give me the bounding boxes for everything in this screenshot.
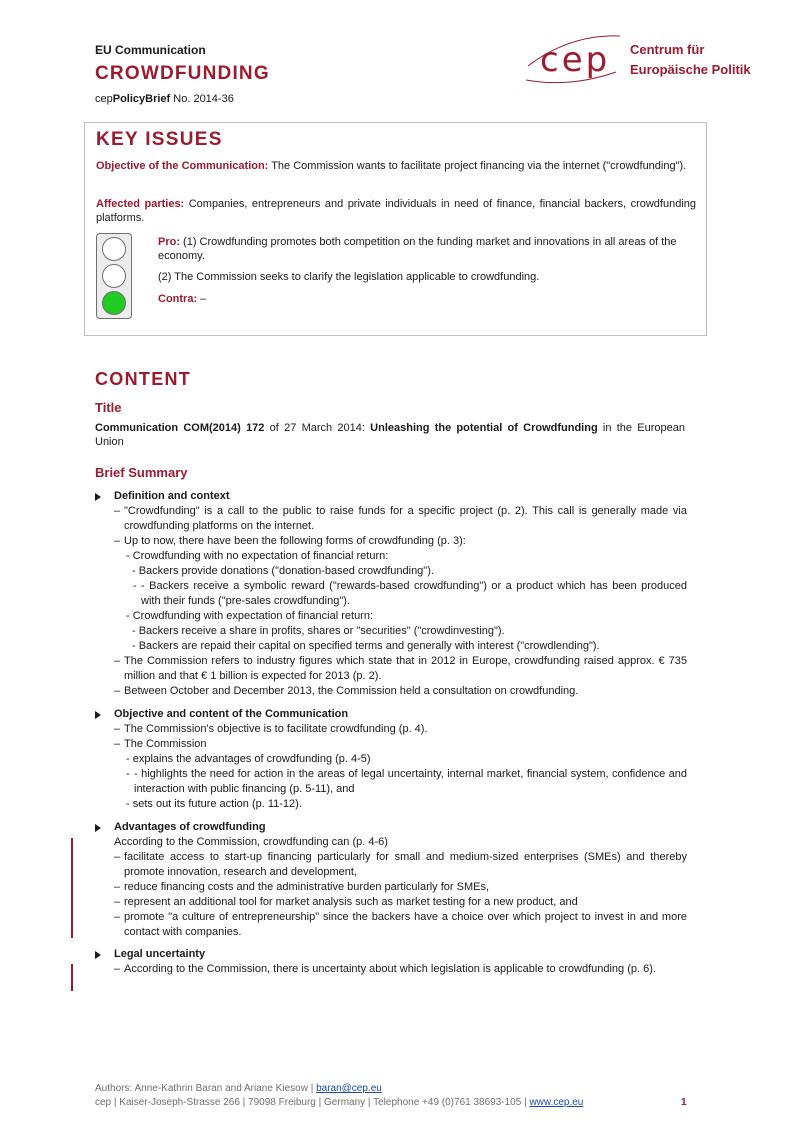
margin-bar	[71, 838, 73, 938]
section-objective	[95, 707, 687, 812]
section-heading: Objective and content of the Communication	[95, 707, 687, 722]
title-plain-2: in the European Union	[95, 422, 685, 448]
list-item: - Crowdfunding with no expectation of financial return:	[126, 550, 389, 562]
list-item: - sets out its future action (p. 11-12).	[126, 798, 302, 810]
objective-paragraph	[96, 159, 696, 173]
list-item: – promote "a culture of entrepreneurship" since the backers have a choice over which project to invest in and more contact with companies.	[114, 911, 687, 938]
margin-bar	[71, 964, 73, 991]
affected-text: Companies, entrepreneurs and private individuals in need of finance, financial backers, crowdfunding platforms.	[96, 198, 697, 224]
footer-authors: Authors: Anne-Kathrin Baran and Ariane Kiesow | baran@cep.eu	[95, 1083, 382, 1094]
bullet-triangle-icon	[95, 493, 101, 501]
brief-summary-heading: Brief Summary	[95, 465, 188, 480]
section-advantages	[95, 820, 687, 940]
objective-label: Objective of the Communication:	[96, 160, 269, 172]
section-heading: Legal uncertainty	[95, 947, 687, 962]
pro-1-text: (1) Crowdfunding promotes both competition on the funding market and innovations in all areas of the economy.	[158, 236, 677, 262]
list-item: – Up to now, there have been the following forms of crowdfunding (p. 3):	[114, 535, 466, 547]
list-item: – "Crowdfunding" is a call to the public to raise funds for a specific project (p. 2). This call is generally made via crowdfunding platforms on the internet.	[114, 505, 687, 532]
traffic-light-red-icon	[102, 237, 126, 261]
pro-2-paragraph: (2) The Commission seeks to clarify the legislation applicable to crowdfunding.	[158, 271, 540, 283]
title-text	[95, 421, 685, 449]
contra-text: –	[197, 293, 207, 305]
pro-1-paragraph	[158, 235, 678, 263]
title-plain-1: of 27 March 2014:	[264, 422, 371, 434]
eu-communication-label: EU Communication	[95, 43, 206, 57]
list-item: - Backers receive a share in profits, shares or "securities" ("crowdinvesting").	[132, 625, 505, 637]
traffic-light-green-icon	[102, 291, 126, 315]
section-heading: Definition and context	[95, 489, 687, 504]
section-legal-uncertainty	[95, 947, 687, 977]
affected-paragraph	[96, 197, 696, 225]
brief-number: No. 2014-36	[170, 93, 234, 105]
content-heading: CONTENT	[95, 369, 192, 389]
affected-label: Affected parties:	[96, 198, 185, 210]
logo-text-line2: Europäische Politik	[630, 62, 751, 77]
list-item: - Crowdfunding with expectation of financial return:	[126, 610, 374, 622]
list-item: – The Commission's objective is to facilitate crowdfunding (p. 4).	[114, 723, 428, 735]
key-issues-heading: KEY ISSUES	[96, 129, 223, 150]
pro-label: Pro:	[158, 236, 180, 248]
list-item: – The Commission refers to industry figures which state that in 2012 in Europe, crowdfunding raised approx. € 735 million and that € 1 billion is expected for 2013 (p. 2).	[114, 655, 687, 682]
title-bold-1: Communication COM(2014) 172	[95, 422, 265, 434]
document-title: CROWDFUNDING	[95, 63, 270, 84]
page-number: 1	[681, 1097, 687, 1108]
cep-logo	[520, 30, 780, 90]
section-heading: Advantages of crowdfunding	[95, 820, 687, 835]
objective-text: The Commission wants to facilitate project financing via the internet ("crowdfunding").	[268, 160, 687, 172]
logo-mark: cep	[540, 40, 611, 80]
list-item: - - highlights the need for action in the areas of legal uncertainty, internal market, financial system, confidence and interaction with public financing (p. 5-11), and	[126, 768, 687, 795]
key-issues-box	[84, 122, 707, 336]
list-item: - - Backers receive a symbolic reward ("rewards-based crowdfunding") or a product which has been produced with their funds ("pre-sales crowdfunding").	[133, 580, 687, 607]
list-item: - Backers are repaid their capital on specified terms and generally with interest ("crowdlending").	[132, 640, 600, 652]
list-item: – According to the Commission, there is uncertainty about which legislation is applicable to crowdfunding (p. 6).	[114, 963, 656, 975]
list-item: – represent an additional tool for market analysis such as market testing for a new product, and	[114, 896, 578, 908]
traffic-light-yellow-icon	[102, 264, 126, 288]
bullet-triangle-icon	[95, 824, 101, 832]
bullet-triangle-icon	[95, 711, 101, 719]
list-item: – reduce financing costs and the administrative burden particularly for SMEs,	[114, 881, 490, 893]
list-item-text: - highlights the need for action in the areas of legal uncertainty, internal market, financial system, confidence and interaction with public financing (p. 5-11), and	[134, 768, 687, 795]
list-item: - explains the advantages of crowdfunding (p. 4-5)	[126, 753, 371, 765]
brief-bold: PolicyBrief	[112, 93, 171, 105]
traffic-light-icon	[96, 233, 132, 319]
list-item: – The Commission	[114, 738, 207, 750]
contra-label: Contra:	[158, 293, 198, 305]
contra-paragraph	[158, 292, 678, 306]
list-intro: According to the Commission, crowdfunding can (p. 4-6)	[114, 836, 388, 848]
section-definition	[95, 489, 687, 699]
list-item-text: - Backers receive a symbolic reward ("rewards-based crowdfunding") or a product which has been produced with their funds ("pre-sales crowdfunding").	[141, 580, 687, 607]
author-email-link[interactable]: baran@cep.eu	[316, 1083, 382, 1094]
title-bold-2: Unleashing the potential of Crowdfunding	[370, 422, 598, 434]
brief-prefix: cep	[95, 93, 113, 105]
footer-address: cep | Kaiser-Joseph-Strasse 266 | 79098 Freiburg | Germany | Telephone +49 (0)761 38693-105 | www.cep.eu	[95, 1097, 584, 1108]
list-item: – Between October and December 2013, the Commission held a consultation on crowdfunding.	[114, 685, 579, 697]
website-link[interactable]: www.cep.eu	[529, 1097, 584, 1108]
bullet-triangle-icon	[95, 951, 101, 959]
list-item: - Backers provide donations ("donation-based crowdfunding").	[132, 565, 434, 577]
title-heading: Title	[95, 400, 122, 415]
policy-brief-number	[95, 93, 234, 105]
logo-text-line1: Centrum für	[630, 42, 705, 57]
list-item: – facilitate access to start-up financing particularly for small and medium-sized enterprises (SMEs) and thereby promote innovation, research and development,	[114, 851, 687, 878]
